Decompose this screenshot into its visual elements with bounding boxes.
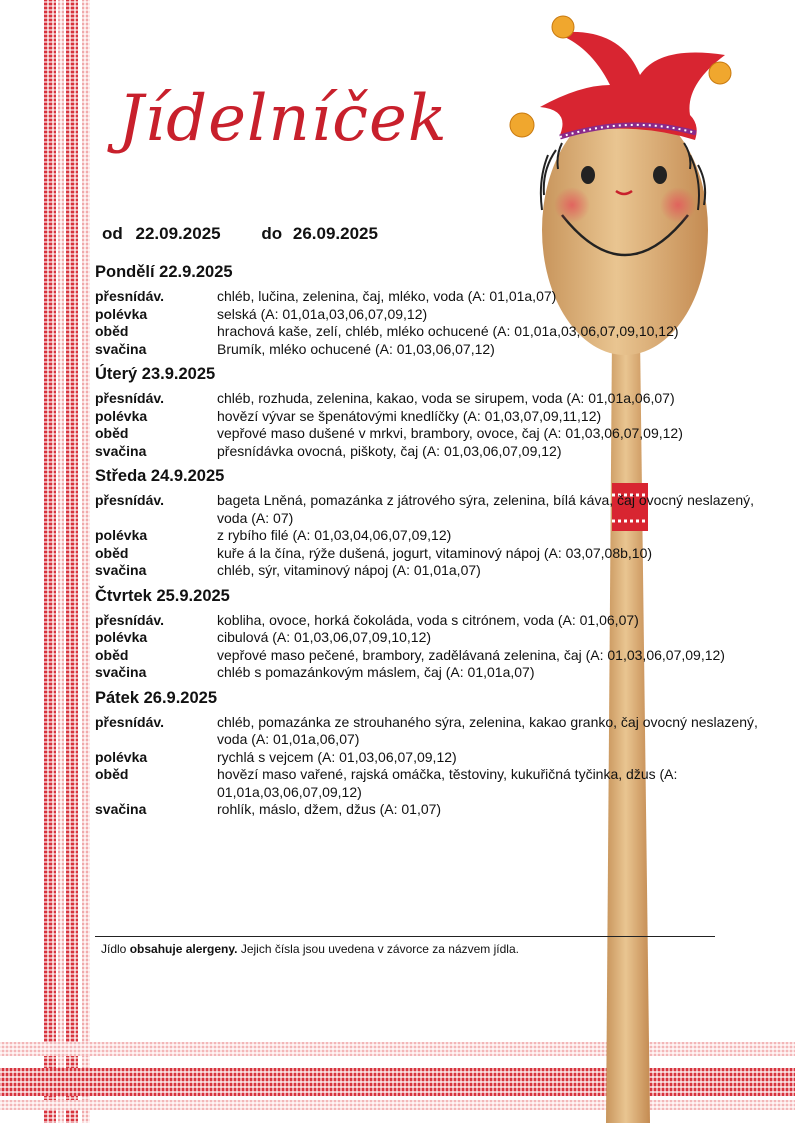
menu-period [102,224,378,244]
meal-text: chléb, rozhuda, zelenina, kakao, voda se sirupem, voda (A: 01,01a,06,07) [217,390,675,406]
meal-row [95,714,760,749]
meal-text: chléb s pomazánkovým máslem, čaj (A: 01,01a,07) [217,664,535,680]
meal-text: rychlá s vejcem (A: 01,03,06,07,09,12) [217,748,457,765]
meal-row [95,562,760,580]
meal-label: přesnídáv. [95,288,164,304]
meal-text: chléb, sýr, vitaminový nápoj (A: 01,01a,07) [217,562,481,578]
day-tuesday [95,364,760,460]
meal-label: polévka [95,629,148,645]
meal-label: svačina [95,664,147,680]
meal-row [95,629,760,647]
tablecloth-stripe-left-1 [44,0,56,1123]
footer-divider [95,936,715,937]
day-monday [95,262,760,358]
period-to-label: do [261,224,283,243]
meal-label: přesnídáv. [95,611,164,628]
meal-label: polévka [95,407,148,424]
meal-text: vepřové maso pečené, brambory, zadělávaná zelenina, čaj (A: 01,03,06,07,09,12) [217,646,725,663]
meal-row [95,390,760,408]
tablecloth-stripe-left-3 [66,0,78,1123]
allergen-note [101,942,519,956]
meal-text: chléb, pomazánka ze strouhaného sýra, zelenina, kakao granko, čaj ovocný neslazený, voda (A: 01,01a,06,07) [217,713,758,747]
day-thursday [95,586,760,682]
meal-label: svačina [95,442,147,459]
allergen-note-prefix: Jídlo [101,942,130,956]
meal-text: bageta Lněná, pomazánka z játrového sýra, zelenina, bílá káva, čaj ovocný neslazený, voda (A: 07) [217,492,754,526]
meal-label: svačina [95,340,147,357]
meal-row [95,545,760,563]
meal-label: polévka [95,748,148,765]
allergen-note-suffix: Jejich čísla jsou uvedena v závorce za názvem jídla. [237,942,519,956]
meal-text: hovězí maso vařené, rajská omáčka, těstoviny, kukuřičná tyčinka, džus (A: 01,01a,03,06,07,09,12) [217,766,678,800]
day-title: Středa 24.9.2025 [95,467,225,485]
meal-row [95,408,760,426]
meal-text: selská (A: 01,01a,03,06,07,09,12) [217,305,428,322]
meal-row [95,664,760,682]
meal-text: hrachová kaše, zelí, chléb, mléko ochucené (A: 01,01a,03,06,07,09,10,12) [217,323,679,339]
meal-row [95,341,760,359]
meal-row [95,527,760,545]
meal-text: kuře á la čína, rýže dušená, jogurt, vitaminový nápoj (A: 03,07,08b,10) [217,544,653,561]
day-title: Pátek 26.9.2025 [95,688,218,707]
meal-label: polévka [95,527,148,543]
meal-label: oběd [95,425,129,441]
meal-label: oběd [95,766,129,782]
meal-label: přesnídáv. [95,492,164,508]
meal-label: oběd [95,323,129,339]
allergen-note-bold: obsahuje alergeny. [129,942,238,956]
meal-text: hovězí vývar se špenátovými knedlíčky (A: 01,03,07,09,11,12) [217,407,602,424]
day-wednesday [95,466,760,580]
tablecloth-stripe-left-2 [58,0,64,1123]
meal-text: rohlík, máslo, džem, džus (A: 01,07) [217,801,442,817]
day-friday [95,688,760,819]
meal-row [95,492,760,527]
meal-label: oběd [95,544,129,561]
meal-text: cibulová (A: 01,03,06,07,09,10,12) [217,629,432,645]
meal-row [95,323,760,341]
meal-label: svačina [95,801,147,817]
meal-row [95,766,760,801]
period-to-date: 26.09.2025 [292,224,378,243]
meal-label: polévka [95,305,148,322]
meal-label: svačina [95,562,147,578]
period-from-label: od [102,224,123,243]
meal-label: přesnídáv. [95,390,164,406]
meal-text: chléb, lučina, zelenina, čaj, mléko, voda (A: 01,01a,07) [217,288,557,304]
tablecloth-stripe-left-4 [82,0,90,1123]
day-title: Úterý 23.9.2025 [95,365,216,383]
meal-row [95,288,760,306]
meal-row [95,612,760,630]
meal-row [95,749,760,767]
meal-row [95,801,760,819]
meal-text: vepřové maso dušené v mrkvi, brambory, ovoce, čaj (A: 01,03,06,07,09,12) [217,425,683,441]
meal-text: Brumík, mléko ochucené (A: 01,03,06,07,12) [217,340,495,357]
meal-text: přesnídávka ovocná, piškoty, čaj (A: 01,03,06,07,09,12) [217,442,562,459]
meal-row [95,306,760,324]
meal-label: přesnídáv. [95,713,164,730]
period-from-date: 22.09.2025 [135,224,221,243]
day-title: Pondělí 22.9.2025 [95,263,233,281]
meal-text: kobliha, ovoce, horká čokoláda, voda s citrónem, voda (A: 01,06,07) [217,611,639,628]
meal-row [95,443,760,461]
meal-row [95,647,760,665]
weekly-menu [95,262,760,825]
meal-row [95,425,760,443]
meal-text: z rybího filé (A: 01,03,04,06,07,09,12) [217,527,452,543]
meal-label: oběd [95,646,129,663]
page-title: Jídelníček [118,82,448,156]
day-title: Čtvrtek 25.9.2025 [95,586,230,605]
